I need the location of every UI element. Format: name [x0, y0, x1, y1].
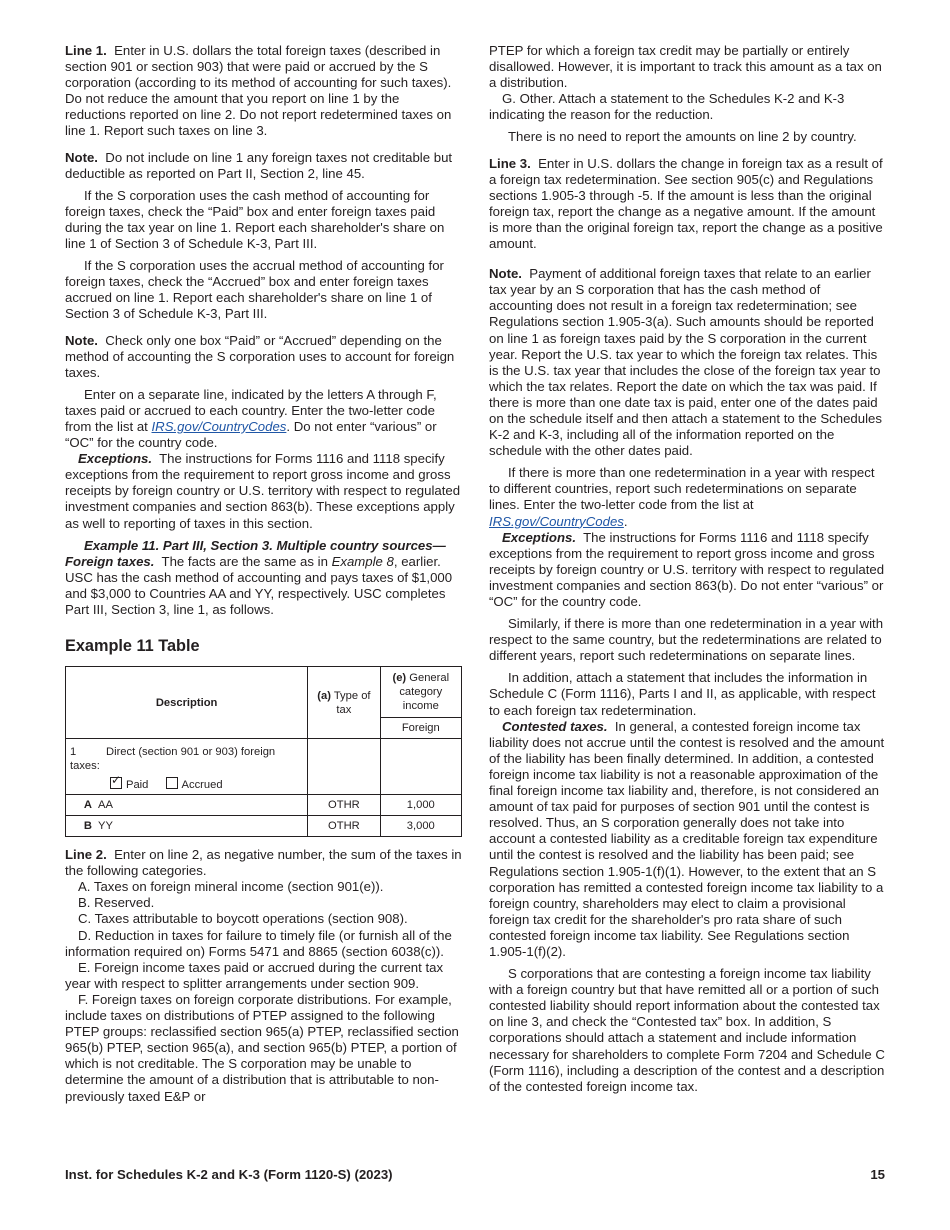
check-mark-icon: ✓ — [111, 773, 122, 788]
line2-paragraph: Line 2. Enter on line 2, as negative number, the sum of the taxes in the following categories. — [65, 847, 462, 879]
multiple-redetermination-paragraph: If there is more than one redetermination in a year with respect to different countries, report such redeterminations on separate lines. Enter the two-letter code from the list at IRS.gov/CountryCodes. — [489, 465, 875, 529]
category-f: F. Foreign taxes on foreign corporate distributions. For example, include taxes on distributions of PTEP assigned to the following PTEP groups: reclassified section 965(a) PTEP, reclassified section 965(b) PTEP, section 965(a), and section 965(b) PTEP, a portion of which is not creditable. The S corporation may be unable to determine the amount of a distribution that is attributable to non-previously taxed E&P or — [65, 991, 459, 1104]
table-row: B YY OTHR 3,000 — [66, 816, 462, 837]
similarly-paragraph: Similarly, if there is more than one redetermination in a year with respect to the same country, but the redeterminations are related to different years, report such redeterminations on separate lines. — [489, 616, 884, 664]
paid-checkbox[interactable] — [110, 773, 122, 789]
category-b: B. Reserved. — [78, 895, 155, 911]
table-title: Example 11 Table — [65, 637, 200, 656]
page-footer — [65, 1167, 885, 1183]
country-codes-link[interactable]: IRS.gov/CountryCodes — [489, 513, 624, 529]
category-d: D. Reduction in taxes for failure to timely file (or furnish all of the information required on) Forms 5471 and 8865 (section 6038(c)). — [65, 927, 452, 959]
s-corporations-paragraph: S corporations that are contesting a foreign income tax liability with a foreign country but that have remitted all or a portion of such contested liability should report information about the contested tax on line 3, and check the “Contested tax” box. In addition, S corporations should attach a statement and include information necessary for shareholders to complete Form 7204 and Schedule C (Form 1116), including a description of the contest and a description of the contested foreign income tax. — [489, 966, 885, 1094]
category-f-continued: PTEP for which a foreign tax credit may be partially or entirely disallowed. However, it is important to track this amount as a tax on a distribution. — [489, 43, 882, 91]
table-line1-cell: 1 Direct (section 901 or 903) foreign taxes: ✓ Paid Accrued — [66, 739, 308, 795]
no-need-paragraph: There is no need to report the amounts on line 2 by country. — [508, 129, 857, 145]
col-description-header: Description — [66, 667, 308, 739]
line1-paragraph: Line 1. Enter in U.S. dollars the total foreign taxes (described in section 901 or section 903) that were paid or accrued by the S corporation (according to its method of accounting for such taxes). Do not reduce the amount that you report on line 1 by the reductions reported on line 2. Do not report redetermined taxes on line 1. Report such taxes on line 3. — [65, 43, 452, 139]
example11-paragraph: Example 11. Part III, Section 3. Multiple country sources—Foreign taxes. The facts are the same as in Example 8, earlier. USC has the cash method of accounting and pays taxes of $1,000 and $3,000 to Countries AA and YY, respectively. USC completes Part III, Section 3, line 1, as follows. — [65, 537, 453, 617]
footer-title: Inst. for Schedules K-2 and K-3 (Form 1120-S) (2023) — [65, 1167, 393, 1182]
in-addition-paragraph: In addition, attach a statement that includes the information in Schedule C (Form 1116), Parts I and II, as applicable, with respect to each foreign tax redetermination. — [489, 670, 876, 718]
accrual-method-paragraph: If the S corporation uses the accrual method of accounting for foreign taxes, check the “Accrued” box and enter foreign taxes accrued on line 1. Report each shareholder's share on line 1 of Section 3 of Schedule K-3, Part III. — [65, 258, 444, 322]
exceptions-paragraph: Exceptions. The instructions for Forms 1116 and 1118 specify exceptions from the requirement to report gross income and gross receipts by foreign country or U.S. territory with respect to regulated investment companies and section 863(b). These exceptions apply as well to reporting of taxes in this section. — [65, 451, 461, 531]
category-a: A. Taxes on foreign mineral income (section 901(e)). — [78, 879, 384, 895]
category-e: E. Foreign income taxes paid or accrued during the current tax year with respect to splitter arrangements under section 909. — [65, 959, 444, 991]
note2-paragraph: Note. Check only one box “Paid” or “Accrued” depending on the method of accounting the S corporation uses to account for foreign taxes. — [65, 332, 455, 380]
accrued-checkbox[interactable] — [166, 777, 178, 789]
right-column — [489, 43, 885, 1095]
cash-method-paragraph: If the S corporation uses the cash method of accounting for foreign taxes, check the “Paid” box and enter foreign taxes paid during the tax year on line 1. Report each shareholder's share on line 1 of Section 3 of Schedule K-3, Part III. — [65, 187, 445, 252]
note1-paragraph: Note. Do not include on line 1 any foreign taxes not creditable but deductible as reported on Part II, Section 2, line 45. — [65, 149, 453, 181]
country-codes-link[interactable]: IRS.gov/CountryCodes — [151, 418, 287, 434]
col-general-header: (e) General category income — [380, 667, 461, 718]
exceptions-paragraph: Exceptions. The instructions for Forms 1116 and 1118 specify exceptions from the requirement to report gross income and gross receipts by foreign country or U.S. territory with respect to regulated investment companies and section 863(b). Do not enter “various” or “OC” for the country code. — [489, 529, 885, 609]
category-c: C. Taxes attributable to boycott operations (section 908). — [78, 911, 408, 927]
line3-paragraph: Line 3. Enter in U.S. dollars the change in foreign tax as a result of a foreign tax redetermination. See section 905(c) and Regulations sections 1.905-3 through -5. If the amount is less than the original foreign tax, report the change as a negative amount. If the amount is more than the original foreign tax, report the change as a positive amount. — [489, 155, 883, 252]
col-foreign-subheader: Foreign — [380, 718, 461, 739]
table-row: A AA OTHR 1,000 — [66, 795, 462, 816]
note3-paragraph: Note. Payment of additional foreign taxes that relate to an earlier tax year by an S corporation that has the cash method of accounting does not result in a foreign tax redetermination; see Regulations section 1.905-3(a). Such amounts should be reported on line 1 as foreign taxes paid by the S corporation in the current year. Report the U.S. tax year to which the foreign tax relates. This is the U.S. tax year that includes the close of the foreign tax year to which the tax relates. Report the date on which the tax was paid. If there is more than one date tax is paid, enter one of the dates paid on the schedule itself and then attach a statement to the Schedules K-2 and K-3, including all of the information reported on the schedule with the other dates paid. — [489, 266, 882, 459]
contested-taxes-paragraph: Contested taxes. In general, a contested foreign income tax liability does not accrue until the contest is resolved and the amount of the liability has been finally determined. In addition, a contested foreign income tax liability is not a reasonable approximation of the final foreign income tax liability and, therefore, is not considered an amount of tax paid for purposes of section 901 until the contest is resolved. Thus, an S corporation generally does not take into account a contested liability as a creditable foreign tax expenditure until the contest is resolved and the liability has been paid; see Regulations section 1.905-1(f)(1). However, to the extent that an S corporation has remitted a contested foreign income tax liability to a foreign country, shareholders may elect to claim a provisional foreign tax credit for the shareholder's pro rata share of such contested foreign income tax liability. See Regulations section 1.905-1(f)(2). — [489, 718, 885, 959]
page-number: 15 — [870, 1167, 885, 1182]
category-g: G. Other. Attach a statement to the Schedules K-2 and K-3 indicating the reason for the reduction. — [489, 91, 845, 123]
col-type-header: (a) Type of tax — [308, 667, 380, 739]
left-column — [65, 43, 462, 1105]
example11-table — [65, 666, 462, 837]
separate-line-paragraph: Enter on a separate line, indicated by the letters A through F, taxes paid or accrued to each country. Enter the two-letter code from the list at IRS.gov/CountryCodes. Do not enter “various” or “OC” for the country code. — [65, 386, 437, 451]
